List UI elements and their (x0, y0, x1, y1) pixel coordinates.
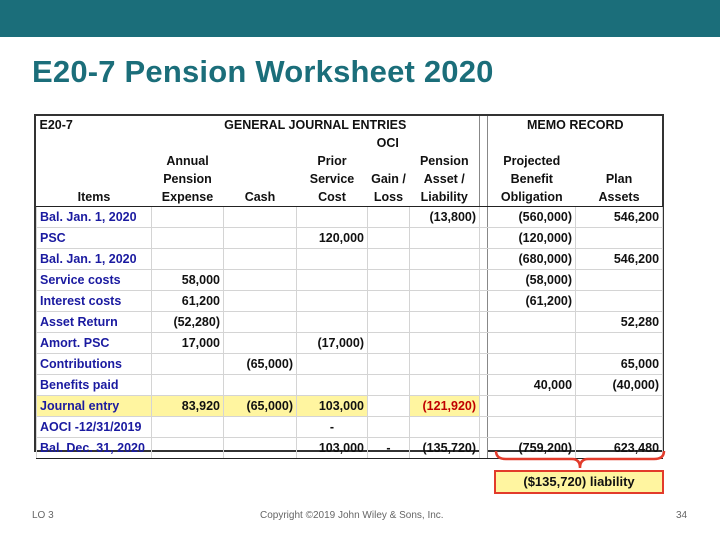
table-row (37, 417, 663, 438)
cell-pension-asset (410, 312, 480, 333)
col-pension-expense-h1: Annual (166, 154, 209, 168)
cell-pbo: (58,000) (488, 270, 576, 291)
cell-pension-expense (152, 354, 224, 375)
cell-gain-loss (368, 354, 410, 375)
cell-gain-loss: - (368, 438, 410, 459)
col-header-line2 (37, 170, 663, 188)
table-row (37, 396, 663, 417)
corner-label: E20-7 (39, 118, 73, 132)
cell-item: Bal. Jan. 1, 2020 (37, 249, 152, 270)
cell-gain-loss (368, 291, 410, 312)
cell-prior-service-cost: - (297, 417, 368, 438)
cell-prior-service-cost (297, 375, 368, 396)
footer-copyright: Copyright ©2019 John Wiley & Sons, Inc. (260, 510, 444, 521)
cell-pension-asset (410, 333, 480, 354)
worksheet-rows (37, 207, 663, 459)
cell-plan-assets (576, 228, 663, 249)
cell-gain-loss (368, 333, 410, 354)
table-row (37, 333, 663, 354)
table-row (37, 312, 663, 333)
col-pension-expense-h3: Expense (152, 188, 224, 207)
cell-prior-service-cost (297, 270, 368, 291)
worksheet-table (36, 116, 663, 459)
cell-cash (224, 291, 297, 312)
cell-pbo (488, 333, 576, 354)
col-plan-assets-h1: Plan (605, 172, 633, 186)
cell-prior-service-cost (297, 249, 368, 270)
cell-pbo: 40,000 (488, 375, 576, 396)
cell-prior-service-cost: 103,000 (297, 438, 368, 459)
cell-pension-asset (410, 249, 480, 270)
col-plan-assets-h2: Assets (576, 188, 663, 207)
cell-prior-service-cost (297, 291, 368, 312)
cell-item: Contributions (37, 354, 152, 375)
col-prior-service-h3: Cost (297, 188, 368, 207)
cell-cash (224, 438, 297, 459)
cell-plan-assets (576, 270, 663, 291)
cell-prior-service-cost (297, 354, 368, 375)
table-row (37, 249, 663, 270)
cell-item: Service costs (37, 270, 152, 291)
table-row (37, 270, 663, 291)
cell-item: Bal. Jan. 1, 2020 (37, 207, 152, 228)
cell-pbo (488, 354, 576, 375)
cell-gain-loss (368, 396, 410, 417)
group-general-journal: GENERAL JOURNAL ENTRIES (224, 118, 407, 132)
cell-item: Amort. PSC (37, 333, 152, 354)
cell-cash (224, 312, 297, 333)
cell-plan-assets: 65,000 (576, 354, 663, 375)
cell-item: Asset Return (37, 312, 152, 333)
cell-prior-service-cost: (17,000) (297, 333, 368, 354)
col-gain-loss-h1: Gain / (371, 172, 406, 186)
cell-pension-asset (410, 375, 480, 396)
cell-item: Benefits paid (37, 375, 152, 396)
cell-plan-assets: 546,200 (576, 249, 663, 270)
cell-pension-expense (152, 249, 224, 270)
cell-cash (224, 207, 297, 228)
cell-gain-loss (368, 375, 410, 396)
cell-plan-assets: 546,200 (576, 207, 663, 228)
col-pension-asset-h1: Pension (419, 154, 469, 168)
col-header-line1 (37, 152, 663, 170)
oci-header-row (37, 134, 663, 152)
cell-cash (224, 333, 297, 354)
col-prior-service-h2: Service (309, 172, 355, 186)
cell-pension-expense: 61,200 (152, 291, 224, 312)
cell-item: Bal. Dec. 31, 2020 (37, 438, 152, 459)
cell-pbo: (560,000) (488, 207, 576, 228)
table-row (37, 291, 663, 312)
cell-pension-asset: (135,720) (410, 438, 480, 459)
pension-worksheet (34, 114, 664, 455)
cell-pension-expense: (52,280) (152, 312, 224, 333)
cell-item: AOCI -12/31/2019 (37, 417, 152, 438)
cell-pbo: (120,000) (488, 228, 576, 249)
cell-pension-expense: 17,000 (152, 333, 224, 354)
col-pension-asset-h2: Asset / (423, 172, 465, 186)
cell-pbo (488, 396, 576, 417)
col-pbo-h2: Benefit (510, 172, 553, 186)
cell-pension-asset: (121,920) (410, 396, 480, 417)
cell-gain-loss (368, 207, 410, 228)
group-header-row (37, 116, 663, 134)
cell-pbo (488, 417, 576, 438)
cell-prior-service-cost: 103,000 (297, 396, 368, 417)
cell-prior-service-cost (297, 312, 368, 333)
col-pension-asset-h3: Liability (410, 188, 480, 207)
curly-brace (494, 450, 666, 470)
cell-pension-asset (410, 417, 480, 438)
cell-plan-assets: 52,280 (576, 312, 663, 333)
col-pension-expense-h2: Pension (163, 172, 212, 186)
cell-plan-assets (576, 333, 663, 354)
cell-pbo: (759,200) (488, 438, 576, 459)
cell-pbo: (680,000) (488, 249, 576, 270)
cell-plan-assets: 623,480 (576, 438, 663, 459)
cell-cash: (65,000) (224, 396, 297, 417)
cell-pension-expense (152, 438, 224, 459)
footer-learning-objective: LO 3 (32, 510, 54, 521)
cell-item: Journal entry (37, 396, 152, 417)
group-oci: OCI (376, 136, 399, 150)
cell-cash (224, 375, 297, 396)
col-pbo-h3: Obligation (488, 188, 576, 207)
group-memo-record: MEMO RECORD (527, 118, 624, 132)
col-header-line3 (37, 188, 663, 207)
cell-item: PSC (37, 228, 152, 249)
cell-item: Interest costs (37, 291, 152, 312)
cell-gain-loss (368, 270, 410, 291)
cell-pbo (488, 312, 576, 333)
cell-plan-assets (576, 396, 663, 417)
cell-prior-service-cost (297, 207, 368, 228)
cell-pension-asset: (13,800) (410, 207, 480, 228)
cell-gain-loss (368, 228, 410, 249)
page-number: 34 (676, 510, 688, 521)
col-items: Items (37, 188, 152, 207)
col-prior-service-h1: Prior (317, 154, 347, 168)
cell-pension-asset (410, 228, 480, 249)
col-gain-loss-h2: Loss (368, 188, 410, 207)
cell-pension-expense: 58,000 (152, 270, 224, 291)
cell-pension-expense: 83,920 (152, 396, 224, 417)
cell-gain-loss (368, 312, 410, 333)
cell-pension-expense (152, 417, 224, 438)
col-pbo-h1: Projected (503, 154, 561, 168)
liability-callout: ($135,720) liability (494, 470, 664, 494)
col-cash: Cash (224, 188, 297, 207)
cell-cash: (65,000) (224, 354, 297, 375)
cell-plan-assets (576, 291, 663, 312)
cell-gain-loss (368, 417, 410, 438)
cell-pension-asset (410, 291, 480, 312)
cell-plan-assets: (40,000) (576, 375, 663, 396)
cell-pension-expense (152, 207, 224, 228)
cell-cash (224, 249, 297, 270)
cell-prior-service-cost: 120,000 (297, 228, 368, 249)
table-row (37, 375, 663, 396)
cell-plan-assets (576, 417, 663, 438)
cell-pension-expense (152, 228, 224, 249)
cell-pension-asset (410, 270, 480, 291)
cell-pbo: (61,200) (488, 291, 576, 312)
top-banner (0, 0, 720, 37)
cell-cash (224, 228, 297, 249)
cell-gain-loss (368, 249, 410, 270)
table-row (37, 228, 663, 249)
table-row (37, 207, 663, 228)
cell-cash (224, 270, 297, 291)
table-row (37, 354, 663, 375)
slide-title: E20-7 Pension Worksheet 2020 (32, 54, 494, 89)
cell-pension-expense (152, 375, 224, 396)
cell-cash (224, 417, 297, 438)
cell-pension-asset (410, 354, 480, 375)
